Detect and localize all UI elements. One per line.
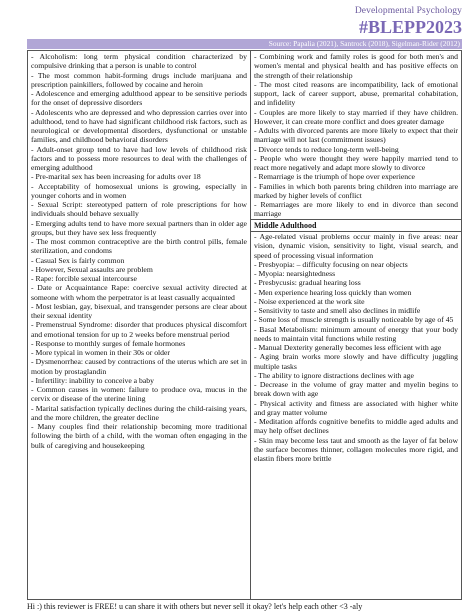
note-item: - More typical in women in their 30s or older [31,348,170,357]
note-item: - Rape: forcible sexual intercourse [31,274,137,283]
right-column [251,51,461,599]
note-item: - Couples are more likely to stay married if they have children. However, it can create more conflict and does greater damage [253,107,458,126]
note-item: - Aging brain works more slowly and have difficulty juggling multiple tasks [253,352,458,371]
note-item: - Some loss of muscle strength is usually noticeable by age of 45 [253,315,454,325]
note-item: - Adults with divorced parents are more likely to expect that their marriage will not last (commitment issues) [253,126,458,145]
note-item: - Dysmenorrhea: caused by contractions of the uterus which are set in motion by prostaglandin [31,357,247,376]
source-citation: Source: Papalia (2021), Santrock (2018), Sigelman-Rider (2012) [27,39,462,49]
note-item: - Casual Sex is fairly common [31,255,125,265]
notes-table [27,50,462,600]
subject-heading: Developmental Psychology [354,6,462,16]
note-item: - Physical activity and fitness are associated with higher white and gray matter volume [253,398,458,417]
note-item: - Remarriages are more likely to end in divorce than second marriage [253,200,458,219]
note-item: - However, Sexual assaults are problem [31,264,153,274]
footer-note: Hi :) this reviewer is FREE! u can share it with others but never sell it okay? let's help each other <3 -aly [27,602,363,611]
note-item: - Combining work and family roles is good for both men's and women's mental and physical health and has positive effects on the strength of their relationship [253,52,458,80]
note-item: - The most common contraceptive are the birth control pills, female sterilization, and condoms [31,237,247,256]
note-item: - Myopia: nearsightedness [253,269,336,278]
note-item: - Divorce tends to reduce long-term well-being [253,144,399,154]
note-item: - Presbycusis: gradual hearing loss [253,278,361,288]
note-item: - The most cited reasons are incompatibility, lack of emotional support, lack of career support, abuse, premarital cohabitation, and infidelity [253,79,458,108]
note-item: - Adolescence and emerging adulthood appear to be sensitive periods for the onset of depressive disorders [31,89,247,108]
note-item: - Alcoholism: long term physical condition characterized by compulsive drinking that a person is unable to control [31,52,247,71]
note-item: - Meditation affords cognitive benefits to middle aged adults and may help offset declines [253,417,458,436]
right-column-top [254,52,458,219]
note-item: - Common causes in women: failure to produce ova, mucus in the cervix or disease of the uterine lining [31,385,247,404]
note-item: - Emerging adults tend to have more sexual partners than in older age groups, but they have sex less frequently [31,218,247,237]
note-item: - The ability to ignore distractions declines with age [253,370,414,380]
note-item: - Marital satisfaction typically declines during the child-raising years, and the more children, the greater decline [31,403,247,422]
note-item: - Many couples find their relationship becoming more traditional following the birth of a child, with the woman often engaging in the bulk of caregiving and housekeeping [31,422,247,450]
note-item: - Most lesbian, gay, bisexual, and transgender persons are clear about their sexual identity [31,301,247,320]
note-item: - Sexual Script: stereotyped pattern of role prescriptions for how individuals should behave sexually [31,200,247,219]
section-title-middle-adulthood: Middle Adulthood [251,219,461,233]
note-item: - Basal Metabolism: minimum amount of energy that your body needs to maintain vital functions while resting [253,324,458,343]
note-item: - Families in which both parents bring children into marriage are marked by higher levels of conflict [253,181,458,200]
note-item: - Acceptability of homosexual unions is growing, especially in younger cohorts and in women [31,181,247,200]
note-item: - Decrease in the volume of gray matter and myelin begins to break down with age [253,380,458,399]
note-item: - Adolescents who are depressed and who depression carries over into adulthood, tend to have had significant childhood risk factors, such as neurological or developmental disorders, dysfunctional or unstable families, and childhood behavioral disorders [31,107,247,145]
note-item: - Response to monthly surges of female hormones [31,338,186,348]
note-item: - Infertility: inability to conceive a baby [31,375,154,385]
note-item: - Pre-marital sex has been increasing for adults over 18 [31,172,201,182]
hashtag-title: #BLEPP2023 [358,17,462,37]
right-column-bottom [254,232,458,463]
note-item: - Adult-onset group tend to have had low levels of childhood risk factors and to possess more resources to deal with the challenges of emerging adulthood [31,144,247,172]
note-item: - The most common habit-forming drugs include marijuana and prescription painkillers, followed by cocaine and heroin [31,70,247,89]
note-item: - Age-related visual problems occur mainly in five areas: near vision, dynamic vision, sensitivity to light, visual search, and speed of processing visual information [253,232,458,260]
note-item: - Presbyopia: – difficulty focusing on near objects [253,259,408,269]
note-item: - Date or Acquaintance Rape: coercive sexual activity directed at someone with whom the perpetrator is at least casually acquainted [31,283,247,302]
note-item: - People who were thought they were happily married tend to react more negatively and adapt more slowly to divorce [253,153,458,172]
note-item: - Remarriage is the triumph of hope over experience [253,172,415,182]
left-column [28,51,251,599]
note-item: - Skin may become less taut and smooth as the layer of fat below the surface becomes thinner, collagen molecules more rigid, and elastin fibers more brittle [253,435,458,463]
note-item: - Sensitivity to taste and smell also declines in midlife [253,306,421,315]
note-item: - Men experience hearing loss quickly than women [253,287,412,297]
note-item: - Manual Dexterity generally becomes less efficient with age [253,343,442,352]
note-item: - Noise experienced at the work site [253,296,365,306]
note-item: - Premenstrual Syndrome: disorder that produces physical discomfort and emotional tension for up to 2 weeks before menstrual period [31,320,247,339]
